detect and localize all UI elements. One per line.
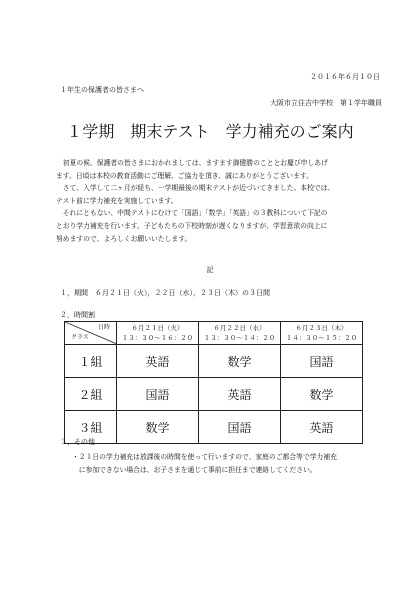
day-date: ６月２１日（火） xyxy=(131,324,184,332)
day-header-cell xyxy=(199,322,281,345)
schedule-table xyxy=(64,321,363,444)
recipient-line: １年生の保護者の皆さまへ xyxy=(60,86,144,94)
period-line: １，期間 ６月２１日（火），２２日（水），２３日（木）の３日間 xyxy=(60,289,270,297)
ki-heading: 記 xyxy=(206,266,214,274)
body-line: 努めますので、よろしくお願いいたします。 xyxy=(56,234,192,243)
subject-cell: 国語 xyxy=(199,411,281,444)
body-line: 初夏の候、保護者の皆さまにおかれましては、ますます御健勝のこととお慶び申しあげ xyxy=(56,159,328,167)
class-cell: ２組 xyxy=(65,378,117,411)
body-line: テスト前に学力補充を実施しています。 xyxy=(56,196,178,205)
day-time: １３：３０〜１４：２０ xyxy=(203,334,276,342)
subject-cell: 英語 xyxy=(117,345,199,378)
class-cell: １組 xyxy=(65,345,117,378)
table-row xyxy=(65,411,363,444)
note-line: ・２１日の学力補充は放課後の時間を使って行いますので、家庭のご都合等で学力補充 xyxy=(72,453,337,461)
subject-cell: 国語 xyxy=(117,378,199,411)
subject-cell: 英語 xyxy=(199,378,281,411)
day-time: １３：３０〜１６：２０ xyxy=(121,334,194,342)
body-line: それにともない、中間テストにむけて「国語」「数学」「英語」の３教科について下記の xyxy=(56,209,328,218)
subject-cell: 数学 xyxy=(199,345,281,378)
other-note xyxy=(72,451,372,476)
day-date: ６月２３日（木） xyxy=(295,324,348,332)
day-header-cell xyxy=(281,322,363,345)
class-cell: ３組 xyxy=(65,411,117,444)
day-date: ６月２２日（水） xyxy=(213,324,266,332)
table-row xyxy=(65,378,363,411)
sender-line: 大阪市立住吉中学校 第１学年職員 xyxy=(270,99,382,107)
corner-class-label: クラス xyxy=(71,334,89,341)
subject-cell: 数学 xyxy=(281,378,363,411)
day-time: １４：３０〜１５：２０ xyxy=(285,334,358,342)
subject-cell: 数学 xyxy=(117,411,199,444)
schedule-header-row xyxy=(65,322,363,345)
corner-cell xyxy=(65,322,117,345)
day-header-cell xyxy=(117,322,199,345)
note-line: に参加できない場合は、お子さまを通じて事前に担任まで連絡してください。 xyxy=(72,465,317,474)
other-heading: ３，その他 xyxy=(60,438,95,446)
body-line: ます。日頃は本校の教育活動にご理解、ご協力を頂き、誠にありがとうございます。 xyxy=(56,171,313,180)
subject-cell: 英語 xyxy=(281,411,363,444)
corner-day-label: 日時 xyxy=(97,324,110,331)
subject-cell: 国語 xyxy=(281,345,363,378)
issue-date: ２０１６年６月１０日 xyxy=(310,73,380,81)
body-line: とおり学力補充を行います。子どもたちの下校時刻が遅くなりますが、学習意欲の向上に xyxy=(56,221,328,230)
body-text xyxy=(56,157,362,245)
schedule-heading: ２，時間割 xyxy=(60,311,95,319)
body-line: さて、入学して二ヶ月が経ち、一学期最後の期末テストが近づいてきました。本校では、 xyxy=(56,184,335,193)
document-title: １学期 期末テスト 学力補充のご案内 xyxy=(66,122,354,141)
table-row xyxy=(65,345,363,378)
